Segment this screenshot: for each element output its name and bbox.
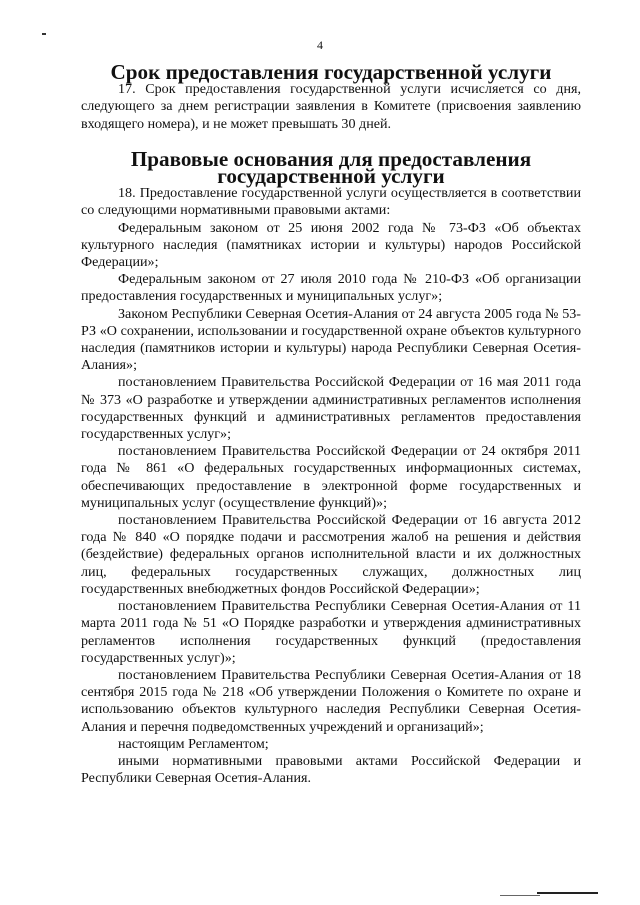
paragraph-18: 18. Предоставление государственной услуги осуществляется в соответствии со следующими нормативными правовыми актами: xyxy=(81,185,581,219)
legal-act-resolution-840: постановлением Правительства Российской Федерации от 16 августа 2012 года № 840 «О порядке подачи и рассмотрения жалоб на решения и действия (бездействие) федеральных органов исполнительной власти и их должностных лиц, федеральных государственных служащих, должностных лиц государственных внебюджетных фондов Российской Федерации»; xyxy=(81,512,581,597)
legal-act-resolution-861: постановлением Правительства Российской Федерации от 24 октября 2011 года № 861 «О федеральных государственных информационных системах, обеспечивающих предоставление в электронной форме государственных и муниципальных услуг (осуществление функций)»; xyxy=(81,443,581,511)
paragraph-17: 17. Срок предоставления государственной услуги исчисляется со дня, следующего за днем регистрации заявления в Комитете (присвоения заявлению входящего номера), и не может превышать 30 дней. xyxy=(81,81,581,132)
page-number: 4 xyxy=(317,38,323,52)
legal-act-this-regulation: настоящим Регламентом; xyxy=(118,735,269,752)
scan-speck xyxy=(42,33,46,35)
document-body xyxy=(81,60,581,787)
section-heading-term: Срок предоставления государственной услуги xyxy=(110,60,552,84)
legal-act-republic-law-53: Законом Республики Северная Осетия-Алания от 24 августа 2005 года № 53-РЗ «О сохранении, использовании и государственной охране объектов культурного наследия (памятников истории и культуры) народа Республики Северная Осетия-Алания»; xyxy=(81,305,581,374)
legal-act-federal-law-73: Федеральным законом от 25 июня 2002 года № 73-ФЗ «Об объектах культурного наследия (памятниках истории и культуры) народов Российской Федерации»; xyxy=(81,219,581,271)
legal-act-federal-law-210: Федеральным законом от 27 июля 2010 года № 210-ФЗ «Об организации предоставления государственных и муниципальных услуг»; xyxy=(81,271,581,305)
footer-rule-faint xyxy=(500,895,540,896)
legal-act-resolution-218: постановлением Правительства Республики Северная Осетия-Алания от 18 сентября 2015 года № 218 «Об утверждении Положения о Комитете по охране и использованию объектов культурного наследия Республики Северная Осетия-Алания и перечня подведомственных учреждений и организаций»; xyxy=(81,666,581,735)
section-heading-legal-basis: Правовые основания для предоставления государственной услуги xyxy=(130,146,532,189)
legal-act-resolution-373: постановлением Правительства Российской Федерации от 16 мая 2011 года № 373 «О разработке и утверждении административных регламентов исполнения государственных функций и административных регламентов предоставления государственных услуг»; xyxy=(81,374,581,443)
legal-act-other: иными нормативными правовыми актами Российской Федерации и Республики Северная Осетия-Алания. xyxy=(81,752,581,787)
legal-act-resolution-51: постановлением Правительства Республики Северная Осетия-Алания от 11 марта 2011 года № 51 «О Порядке разработки и утверждения административных регламентов исполнения государственных функций (предоставления государственных услуг)»; xyxy=(81,598,581,666)
footer-rule xyxy=(537,892,598,894)
